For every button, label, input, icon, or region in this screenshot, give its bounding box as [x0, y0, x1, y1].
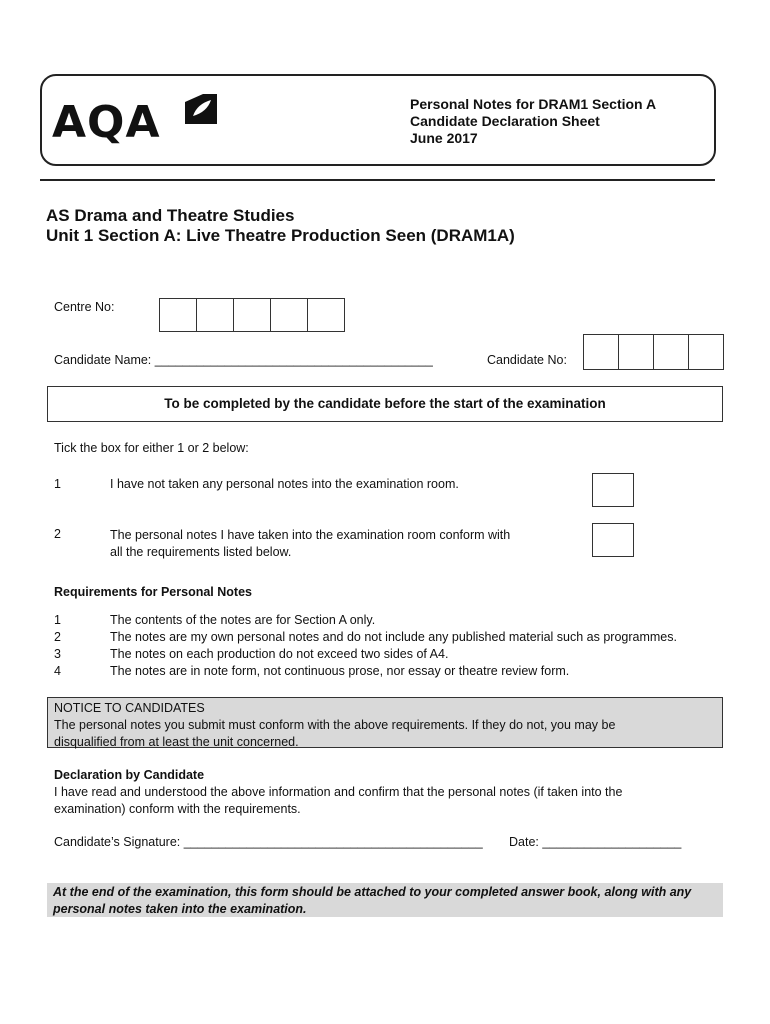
option-2-text-line-2: all the requirements listed below.	[110, 545, 292, 559]
requirement-text: The notes are my own personal notes and do not include any published material such as programmes.	[110, 630, 677, 644]
tick-instruction: Tick the box for either 1 or 2 below:	[54, 441, 249, 455]
option-2-text-line-1: The personal notes I have taken into the examination room conform with	[110, 528, 511, 542]
requirements-list	[54, 612, 677, 680]
requirement-number: 3	[54, 647, 61, 661]
declaration-text-line-1: I have read and understood the above information and confirm that the personal notes (if taken into the	[54, 785, 623, 799]
declaration-text-line-2: examination) conform with the requirements.	[54, 802, 301, 816]
centre-no-digit[interactable]	[270, 298, 308, 332]
notice-box	[47, 697, 723, 748]
date-field[interactable]: Date: ____________________	[509, 835, 682, 849]
centre-no-digit[interactable]	[196, 298, 234, 332]
footer-line-1: At the end of the examination, this form should be attached to your completed answer book, along with any	[53, 885, 692, 899]
option-1-text: I have not taken any personal notes into the examination room.	[110, 477, 459, 491]
requirement-item	[54, 629, 677, 646]
header-rule	[40, 179, 715, 181]
centre-no-digit[interactable]	[159, 298, 197, 332]
candidate-no-digit[interactable]	[688, 334, 724, 370]
requirement-number: 1	[54, 613, 61, 627]
footer-line-2: personal notes taken into the examination.	[53, 902, 307, 916]
candidate-name-field[interactable]: Candidate Name: ________________________________________	[54, 353, 433, 367]
candidate-no-digit[interactable]	[583, 334, 619, 370]
header-title-line-1: Personal Notes for DRAM1 Section A	[410, 96, 657, 112]
header-title	[410, 96, 656, 147]
signature-field[interactable]: Candidate’s Signature: ___________________________________________	[54, 835, 483, 849]
aqa-logo-icon	[183, 92, 219, 126]
requirement-item	[54, 612, 677, 629]
candidate-no-digit[interactable]	[653, 334, 689, 370]
requirement-item	[54, 646, 677, 663]
candidate-no-boxes	[583, 334, 724, 370]
candidate-no-digit[interactable]	[618, 334, 654, 370]
requirement-text: The notes on each production do not exceed two sides of A4.	[110, 647, 449, 661]
requirements-heading: Requirements for Personal Notes	[54, 585, 252, 599]
footer-note	[47, 883, 723, 917]
header-title-line-2: Candidate Declaration Sheet	[410, 113, 600, 129]
option-number: 2	[54, 527, 61, 541]
option-2-checkbox[interactable]	[592, 523, 634, 557]
candidate-no-label: Candidate No:	[487, 353, 567, 367]
notice-heading: NOTICE TO CANDIDATES	[54, 701, 205, 715]
document-title-line-2: Unit 1 Section A: Live Theatre Production Seen (DRAM1A)	[46, 226, 515, 245]
notice-text-line-1: The personal notes you submit must conform with the above requirements. If they do not, you may be	[54, 718, 616, 732]
requirement-number: 4	[54, 664, 61, 678]
option-2-text	[110, 527, 510, 561]
centre-no-digit[interactable]	[233, 298, 271, 332]
requirement-number: 2	[54, 630, 61, 644]
option-number: 1	[54, 477, 61, 491]
document-title-line-1: AS Drama and Theatre Studies	[46, 206, 295, 225]
requirement-text: The contents of the notes are for Section A only.	[110, 613, 376, 627]
document-title	[46, 206, 515, 246]
instruction-banner: To be completed by the candidate before the start of the examination	[47, 386, 723, 422]
centre-no-boxes	[159, 298, 345, 332]
option-1-checkbox[interactable]	[592, 473, 634, 507]
aqa-logo-text: AQA	[52, 97, 161, 148]
requirement-text: The notes are in note form, not continuous prose, nor essay or theatre review form.	[110, 664, 570, 678]
header-title-line-3: June 2017	[410, 130, 478, 146]
notice-text-line-2: disqualified from at least the unit concerned.	[54, 735, 299, 749]
requirement-item	[54, 663, 677, 680]
centre-no-label: Centre No:	[54, 300, 115, 314]
declaration-heading: Declaration by Candidate	[54, 768, 205, 782]
declaration-section	[54, 767, 622, 818]
centre-no-digit[interactable]	[307, 298, 345, 332]
